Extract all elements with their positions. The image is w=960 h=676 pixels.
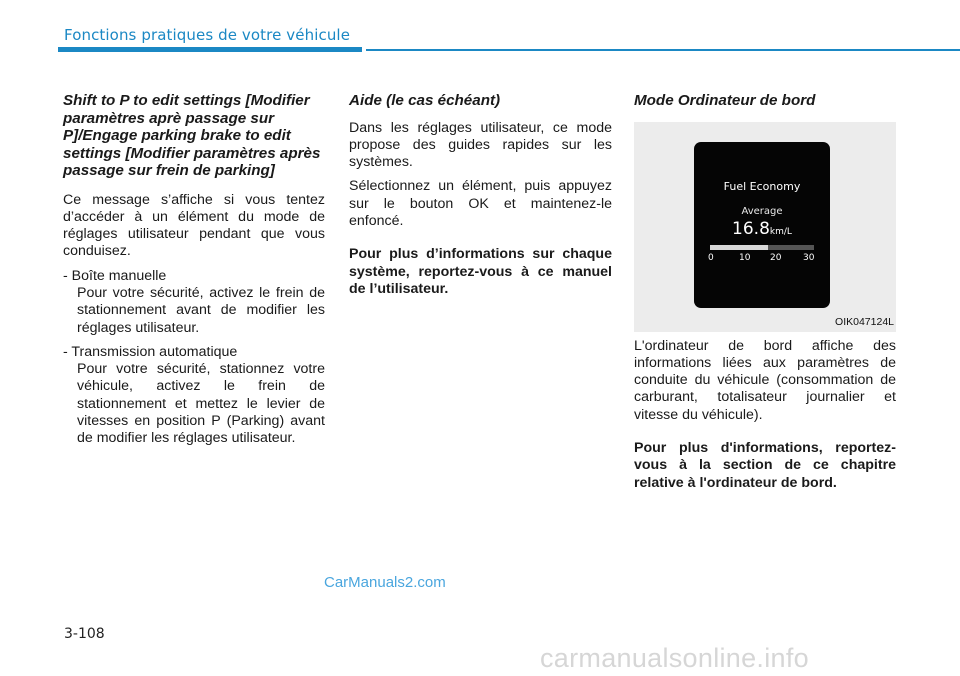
- display-value-row: [694, 219, 830, 239]
- scale-tick-label: 0: [708, 252, 714, 263]
- list-item-label: - Transmission automatique: [63, 343, 238, 360]
- section-title-ordinateur: Mode Ordinateur de bord: [634, 92, 816, 109]
- gauge-fill: [710, 245, 768, 250]
- list-item-text: Pour votre sécurité, activez le frein de stationnement avant de modifier les réglages utilisateur.: [77, 284, 325, 336]
- scale-tick-label: 20: [770, 252, 782, 263]
- display-value: 16.8: [732, 218, 770, 239]
- column-right: [634, 92, 896, 492]
- display-title: Fuel Economy: [723, 179, 801, 193]
- section-title-aide: Aide (le cas échéant): [349, 92, 501, 109]
- page-number: 3-108: [64, 626, 105, 642]
- scale-tick-label: 10: [739, 252, 751, 263]
- intro-paragraph: Ce message s’affiche si vous tentez d’accéder à un élément du mode de réglages utilisateur pendant que vous conduisez.: [63, 191, 325, 260]
- help-note: Pour plus d’informations sur chaque système, reportez-vous à ce manuel de l’utilisateur.: [349, 246, 612, 297]
- list-item-label: - Boîte manuelle: [63, 267, 167, 284]
- scale-tick-label: 30: [803, 252, 815, 263]
- display-subtitle: Average: [741, 205, 783, 217]
- trip-computer-note: Pour plus d'informations, reportez-vous à la section de ce chapitre relative à l'ordinateur de bord.: [634, 439, 896, 491]
- trip-computer-figure: [634, 122, 896, 332]
- trip-computer-paragraph: L'ordinateur de bord affiche des informations liées aux paramètres de conduite du véhicule (consommation de carburant, totalisateur journalier et vitesse du véhicule).: [634, 337, 896, 423]
- column-left: [63, 92, 325, 448]
- figure-code: OIK047124L: [835, 315, 894, 328]
- help-paragraph: Sélectionnez un élément, puis appuyez sur le bouton OK et maintenez-le enfoncé.: [349, 178, 612, 229]
- list-item-text: Pour votre sécurité, stationnez votre véhicule, activez le frein de stationnement et mettez le levier de vitesses en position P (Parking) avant de modifier les réglages utilisateur.: [77, 361, 325, 447]
- section-header-title: Fonctions pratiques de votre véhicule: [64, 26, 351, 44]
- header-rule-thick: [58, 47, 362, 52]
- display-unit: km/L: [769, 226, 792, 237]
- column-middle: [349, 92, 612, 298]
- fuel-economy-gauge: [710, 245, 814, 250]
- footer-site-watermark: carmanualsonline.info: [540, 643, 809, 673]
- watermark-link[interactable]: CarManuals2.com: [324, 574, 446, 591]
- header-rule-thin: [366, 49, 960, 51]
- cluster-display: [694, 142, 830, 308]
- help-paragraph: Dans les réglages utilisateur, ce mode propose des guides rapides sur les systèmes.: [349, 119, 612, 171]
- section-title-shift-to-p: Shift to P to edit settings [Modifier paramètres aprè passage sur P]/Engage parking brake to edit settings [Modifier paramètres après passage sur frein de parking]: [63, 92, 321, 179]
